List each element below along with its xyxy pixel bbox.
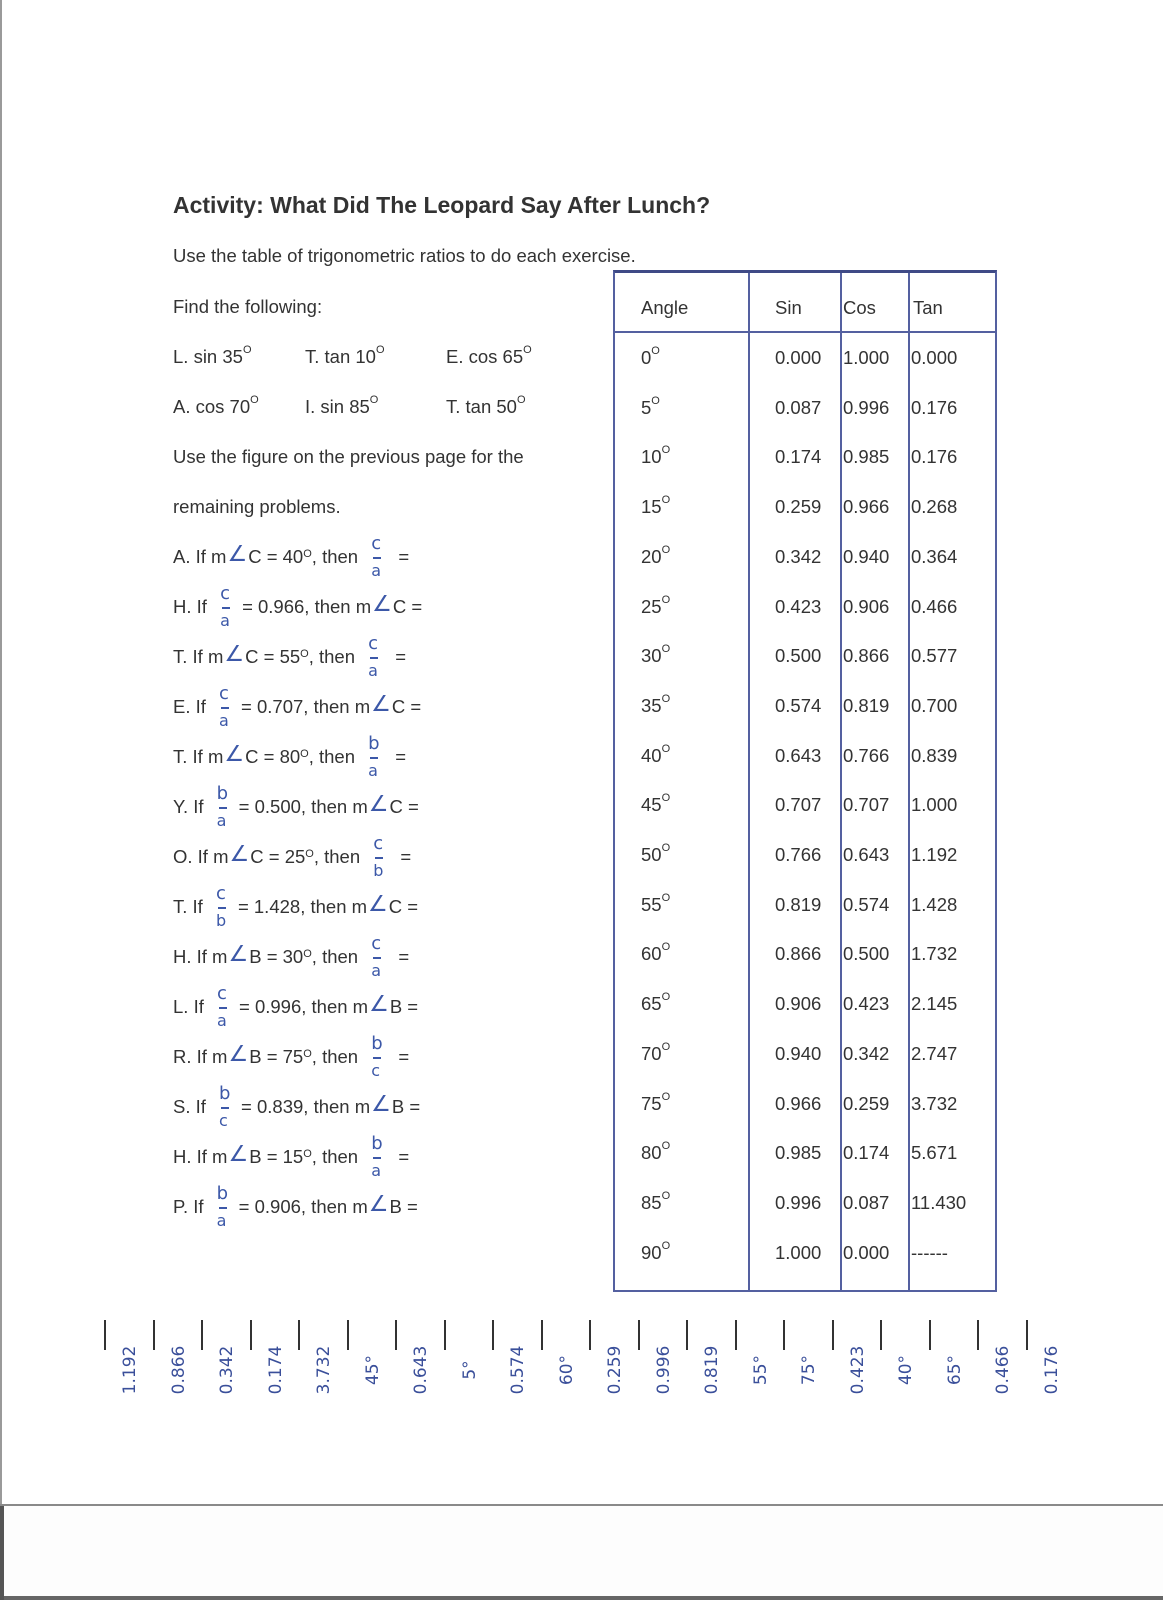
answer-blank[interactable] (444, 1312, 484, 1400)
angle-cell: $35^O$ (641, 692, 671, 716)
handwritten-fraction: $\frac{b}{c}$ (371, 1033, 383, 1081)
cos-cell: 0.500 (843, 943, 890, 965)
problem-row: P. If $\frac{b}{a}$ = 0.906, then m∠B = (173, 1183, 418, 1231)
tan-cell: 1.428 (911, 893, 958, 915)
cos-cell: 0.707 (843, 794, 890, 816)
problem-row: T. If $\frac{c}{b}$ = 1.428, then m∠C = (173, 883, 419, 931)
angle-cell: $90^O$ (641, 1239, 671, 1263)
tan-cell: 0.176 (911, 446, 958, 468)
tan-cell: 2.747 (911, 1042, 958, 1064)
handwritten-answer: 0.174 (265, 1345, 286, 1395)
cos-cell: 0.906 (843, 595, 890, 617)
answer-blank[interactable] (735, 1312, 775, 1400)
problem-row: Y. If $\frac{b}{a}$ = 0.500, then m∠C = (173, 783, 419, 831)
answer-strip (90, 1312, 1062, 1402)
lower-page (0, 1506, 1163, 1600)
problem-row: H. If m∠B = $15^O$, then $\frac{b}{a}$ = (173, 1133, 410, 1181)
cos-cell: 0.087 (843, 1191, 890, 1213)
handwritten-fraction: $\frac{c}{a}$ (217, 983, 227, 1031)
problem-row: T. If m∠C = $55^O$, then $\frac{c}{a}$ = (173, 633, 407, 681)
angle-cell: $40^O$ (641, 742, 671, 766)
tan-cell: 1.192 (911, 844, 958, 865)
find-item: L. $\sin 35^O$ (173, 344, 252, 367)
cos-cell: 0.866 (843, 645, 890, 667)
table-row (615, 844, 995, 884)
angle-cell: $70^O$ (641, 1040, 671, 1064)
tan-cell: 0.364 (911, 545, 958, 567)
angle-cell: $25^O$ (641, 593, 671, 617)
angle-icon: ∠ (228, 1141, 249, 1166)
angle-icon: ∠ (224, 741, 245, 766)
handwritten-answer: 5° (459, 1360, 480, 1380)
cos-cell: 0.996 (843, 396, 890, 418)
problem-row: H. If $\frac{c}{a}$ = 0.966, then m∠C = (173, 583, 423, 631)
cos-cell: 0.940 (843, 545, 890, 567)
tan-cell: 0.268 (911, 496, 958, 518)
sin-cell: 0.500 (775, 645, 822, 667)
answer-blank[interactable] (977, 1312, 1017, 1400)
cos-cell: 0.574 (843, 893, 890, 915)
sin-cell: 0.966 (775, 1092, 822, 1114)
sin-cell: 0.174 (775, 446, 822, 468)
answer-blank[interactable] (832, 1312, 872, 1400)
handwritten-answer: 0.574 (508, 1345, 528, 1395)
table-row (615, 496, 995, 536)
handwritten-fraction: $\frac{c}{a}$ (371, 533, 382, 581)
handwritten-fraction: $\frac{b}{a}$ (368, 733, 380, 781)
cos-cell: 0.643 (843, 844, 890, 865)
find-item: I. $\sin 85^O$ (305, 394, 379, 417)
table-row (615, 993, 995, 1033)
angle-icon: ∠ (229, 841, 250, 866)
table-row (615, 593, 995, 636)
angle-cell: $85^O$ (641, 1189, 671, 1213)
angle-cell: $55^O$ (641, 891, 671, 915)
handwritten-fraction: $\frac{c}{a}$ (368, 633, 379, 681)
handwritten-fraction: $\frac{b}{a}$ (216, 1183, 229, 1231)
answer-blank[interactable] (298, 1312, 338, 1400)
find-label: Find the following: (173, 296, 323, 317)
header-tan: Tan (913, 297, 943, 318)
sin-cell: 0.000 (775, 347, 822, 368)
tan-cell: 5.671 (911, 1142, 958, 1164)
handwritten-answer: 0.866 (168, 1345, 189, 1395)
sin-cell: 0.940 (775, 1042, 822, 1064)
answer-blank[interactable] (880, 1312, 920, 1400)
answer-blank[interactable] (153, 1312, 193, 1400)
tan-cell: 2.145 (911, 993, 958, 1015)
figure-note: Use the figure on the previous page for the (173, 446, 524, 467)
handwritten-answer: 75° (799, 1354, 819, 1386)
header-angle: Angle (641, 297, 689, 318)
table-row (615, 1090, 995, 1133)
trig-ratio-table (613, 270, 997, 1292)
answer-blank[interactable] (347, 1312, 387, 1400)
find-item: A. $\cos 70^O$ (173, 394, 259, 417)
tan-cell: 1.000 (911, 794, 958, 816)
problem-row: R. If m∠B = $75^O$, then $\frac{b}{c}$ = (173, 1033, 410, 1081)
handwritten-answer: 40° (896, 1354, 916, 1386)
angle-icon: ∠ (371, 691, 391, 716)
tan-cell: ------ (911, 1241, 948, 1263)
answer-blank[interactable] (541, 1312, 581, 1400)
header-cos: Cos (843, 297, 876, 318)
answer-blank[interactable] (589, 1312, 629, 1400)
tan-cell: 0.466 (911, 595, 958, 617)
table-row (615, 394, 995, 437)
page-title: Activity: What Did The Leopard Say After Lunch? (173, 192, 711, 218)
tan-cell: 3.732 (911, 1092, 958, 1114)
angle-icon: ∠ (369, 991, 389, 1016)
answer-blank[interactable] (492, 1312, 532, 1400)
handwritten-answer: 1.192 (120, 1345, 140, 1395)
table-row (615, 742, 995, 785)
sin-cell: 0.707 (775, 794, 822, 816)
tan-cell: 0.700 (911, 694, 958, 716)
sin-cell: 0.766 (775, 844, 822, 865)
handwritten-answer: 0.643 (411, 1345, 431, 1395)
handwritten-answer: 0.176 (1041, 1345, 1062, 1395)
handwritten-answer: 60° (556, 1354, 577, 1386)
sin-cell: 0.087 (775, 396, 822, 418)
handwritten-fraction: $\frac{b}{a}$ (216, 783, 229, 831)
sin-cell: 0.423 (775, 595, 822, 617)
tan-cell: 1.732 (911, 943, 958, 965)
tan-cell: 0.000 (911, 347, 958, 368)
handwritten-answer: 55° (750, 1354, 771, 1386)
handwritten-fraction: $\frac{b}{c}$ (219, 1083, 231, 1131)
handwritten-answer: 0.423 (847, 1345, 868, 1395)
sin-cell: 0.996 (775, 1191, 822, 1213)
angle-cell: $50^O$ (641, 842, 671, 865)
sin-cell: 0.866 (775, 943, 822, 965)
problem-row: E. If $\frac{c}{a}$ = 0.707, then m∠C = (173, 683, 422, 731)
handwritten-fraction: $\frac{c}{a}$ (219, 683, 229, 731)
answer-blank[interactable] (1026, 1312, 1066, 1400)
sin-cell: 0.643 (775, 744, 822, 766)
answer-blank[interactable] (686, 1312, 726, 1400)
angle-cell: $65^O$ (641, 991, 671, 1015)
answer-blank[interactable] (250, 1312, 290, 1400)
answer-blank[interactable] (638, 1312, 678, 1400)
sin-cell: 0.819 (775, 893, 822, 915)
cos-cell: 0.342 (843, 1042, 890, 1064)
problem-row: A. If m∠C = $40^O$, then $\frac{c}{a}$ = (173, 533, 410, 581)
angle-icon: ∠ (224, 641, 245, 666)
tan-cell: 11.430 (911, 1191, 967, 1213)
figure-note: remaining problems. (173, 496, 341, 517)
handwritten-answer: 45° (362, 1354, 383, 1386)
handwritten-answer: 0.996 (653, 1345, 674, 1395)
table-row (615, 692, 995, 735)
handwritten-fraction: $\frac{c}{b}$ (373, 833, 384, 881)
angle-cell: $30^O$ (641, 643, 671, 667)
angle-icon: ∠ (368, 1191, 389, 1216)
table-row (615, 1040, 995, 1083)
find-item: E. $\cos 65^O$ (446, 344, 532, 367)
handwritten-answer: 0.466 (993, 1345, 1013, 1395)
angle-cell: $60^O$ (641, 941, 671, 965)
instructions: Use the table of trigonometric ratios to do each exercise. (173, 245, 636, 266)
angle-cell: $75^O$ (641, 1090, 671, 1114)
answer-blank[interactable] (929, 1312, 969, 1400)
sin-cell: 0.985 (775, 1142, 822, 1164)
table-row (615, 347, 995, 387)
angle-icon: ∠ (371, 1091, 391, 1116)
sin-cell: 0.906 (775, 993, 822, 1015)
table-row (615, 1189, 995, 1232)
problem-row: L. If $\frac{c}{a}$ = 0.996, then m∠B = (173, 983, 419, 1031)
angle-icon: ∠ (227, 541, 248, 566)
header-sin: Sin (775, 297, 802, 318)
page-edge (0, 0, 2, 1505)
answer-blank[interactable] (395, 1312, 435, 1400)
sin-cell: 1.000 (775, 1241, 822, 1263)
angle-cell: $20^O$ (641, 543, 671, 567)
problem-row: T. If m∠C = $80^O$, then $\frac{b}{a}$ = (173, 733, 407, 781)
angle-cell: $10^O$ (641, 444, 671, 468)
sin-cell: 0.342 (775, 545, 822, 567)
angle-cell: $5^O$ (641, 394, 660, 418)
problem-row: H. If m∠B = $30^O$, then $\frac{c}{a}$ = (173, 933, 410, 981)
find-item: T. $\tan 50^O$ (446, 394, 526, 417)
handwritten-answer: 0.342 (217, 1345, 237, 1395)
table-row (615, 645, 995, 685)
angle-icon: ∠ (372, 591, 392, 616)
find-item: T. $\tan 10^O$ (305, 344, 385, 367)
cos-cell: 0.966 (843, 496, 890, 518)
handwritten-answer: 0.259 (605, 1345, 625, 1395)
tan-cell: 0.577 (911, 645, 958, 667)
angle-cell: $0^O$ (641, 345, 660, 368)
angle-icon: ∠ (228, 1041, 249, 1066)
angle-icon: ∠ (368, 891, 388, 916)
table-row (615, 446, 995, 486)
problem-row: O. If m∠C = $25^O$, then $\frac{c}{b}$ = (173, 833, 412, 881)
answer-blank[interactable] (104, 1312, 144, 1400)
handwritten-fraction: $\frac{c}{b}$ (215, 883, 227, 931)
handwritten-fraction: $\frac{b}{a}$ (371, 1133, 383, 1181)
table-row (615, 794, 995, 834)
cos-cell: 0.985 (843, 446, 890, 468)
cos-cell: 0.259 (843, 1092, 890, 1114)
cos-cell: 0.174 (843, 1142, 890, 1164)
cos-cell: 0.766 (843, 744, 890, 766)
table-row (615, 943, 995, 983)
angle-cell: $80^O$ (641, 1140, 671, 1164)
handwritten-fraction: $\frac{c}{a}$ (220, 583, 230, 631)
angle-cell: $45^O$ (641, 792, 671, 816)
answer-blank[interactable] (783, 1312, 823, 1400)
angle-icon: ∠ (368, 791, 389, 816)
cos-cell: 0.000 (843, 1241, 890, 1263)
table-row (615, 543, 995, 586)
sin-cell: 0.259 (775, 496, 822, 518)
problem-row: S. If $\frac{b}{c}$ = 0.839, then m∠B = (173, 1083, 421, 1131)
cos-cell: 1.000 (843, 347, 890, 368)
handwritten-answer: 0.819 (702, 1345, 722, 1395)
tan-cell: 0.176 (911, 396, 958, 418)
table-row (615, 891, 995, 934)
cos-cell: 0.423 (843, 993, 890, 1015)
handwritten-answer: 65° (944, 1354, 965, 1386)
handwritten-answer: 3.732 (314, 1345, 334, 1395)
sin-cell: 0.574 (775, 694, 822, 716)
cos-cell: 0.819 (843, 694, 890, 716)
tan-cell: 0.839 (911, 744, 958, 766)
angle-icon: ∠ (228, 941, 249, 966)
handwritten-fraction: $\frac{c}{a}$ (371, 933, 382, 981)
angle-cell: $15^O$ (641, 494, 671, 518)
table-row (615, 1239, 995, 1282)
table-row (615, 1142, 995, 1182)
answer-blank[interactable] (201, 1312, 241, 1400)
